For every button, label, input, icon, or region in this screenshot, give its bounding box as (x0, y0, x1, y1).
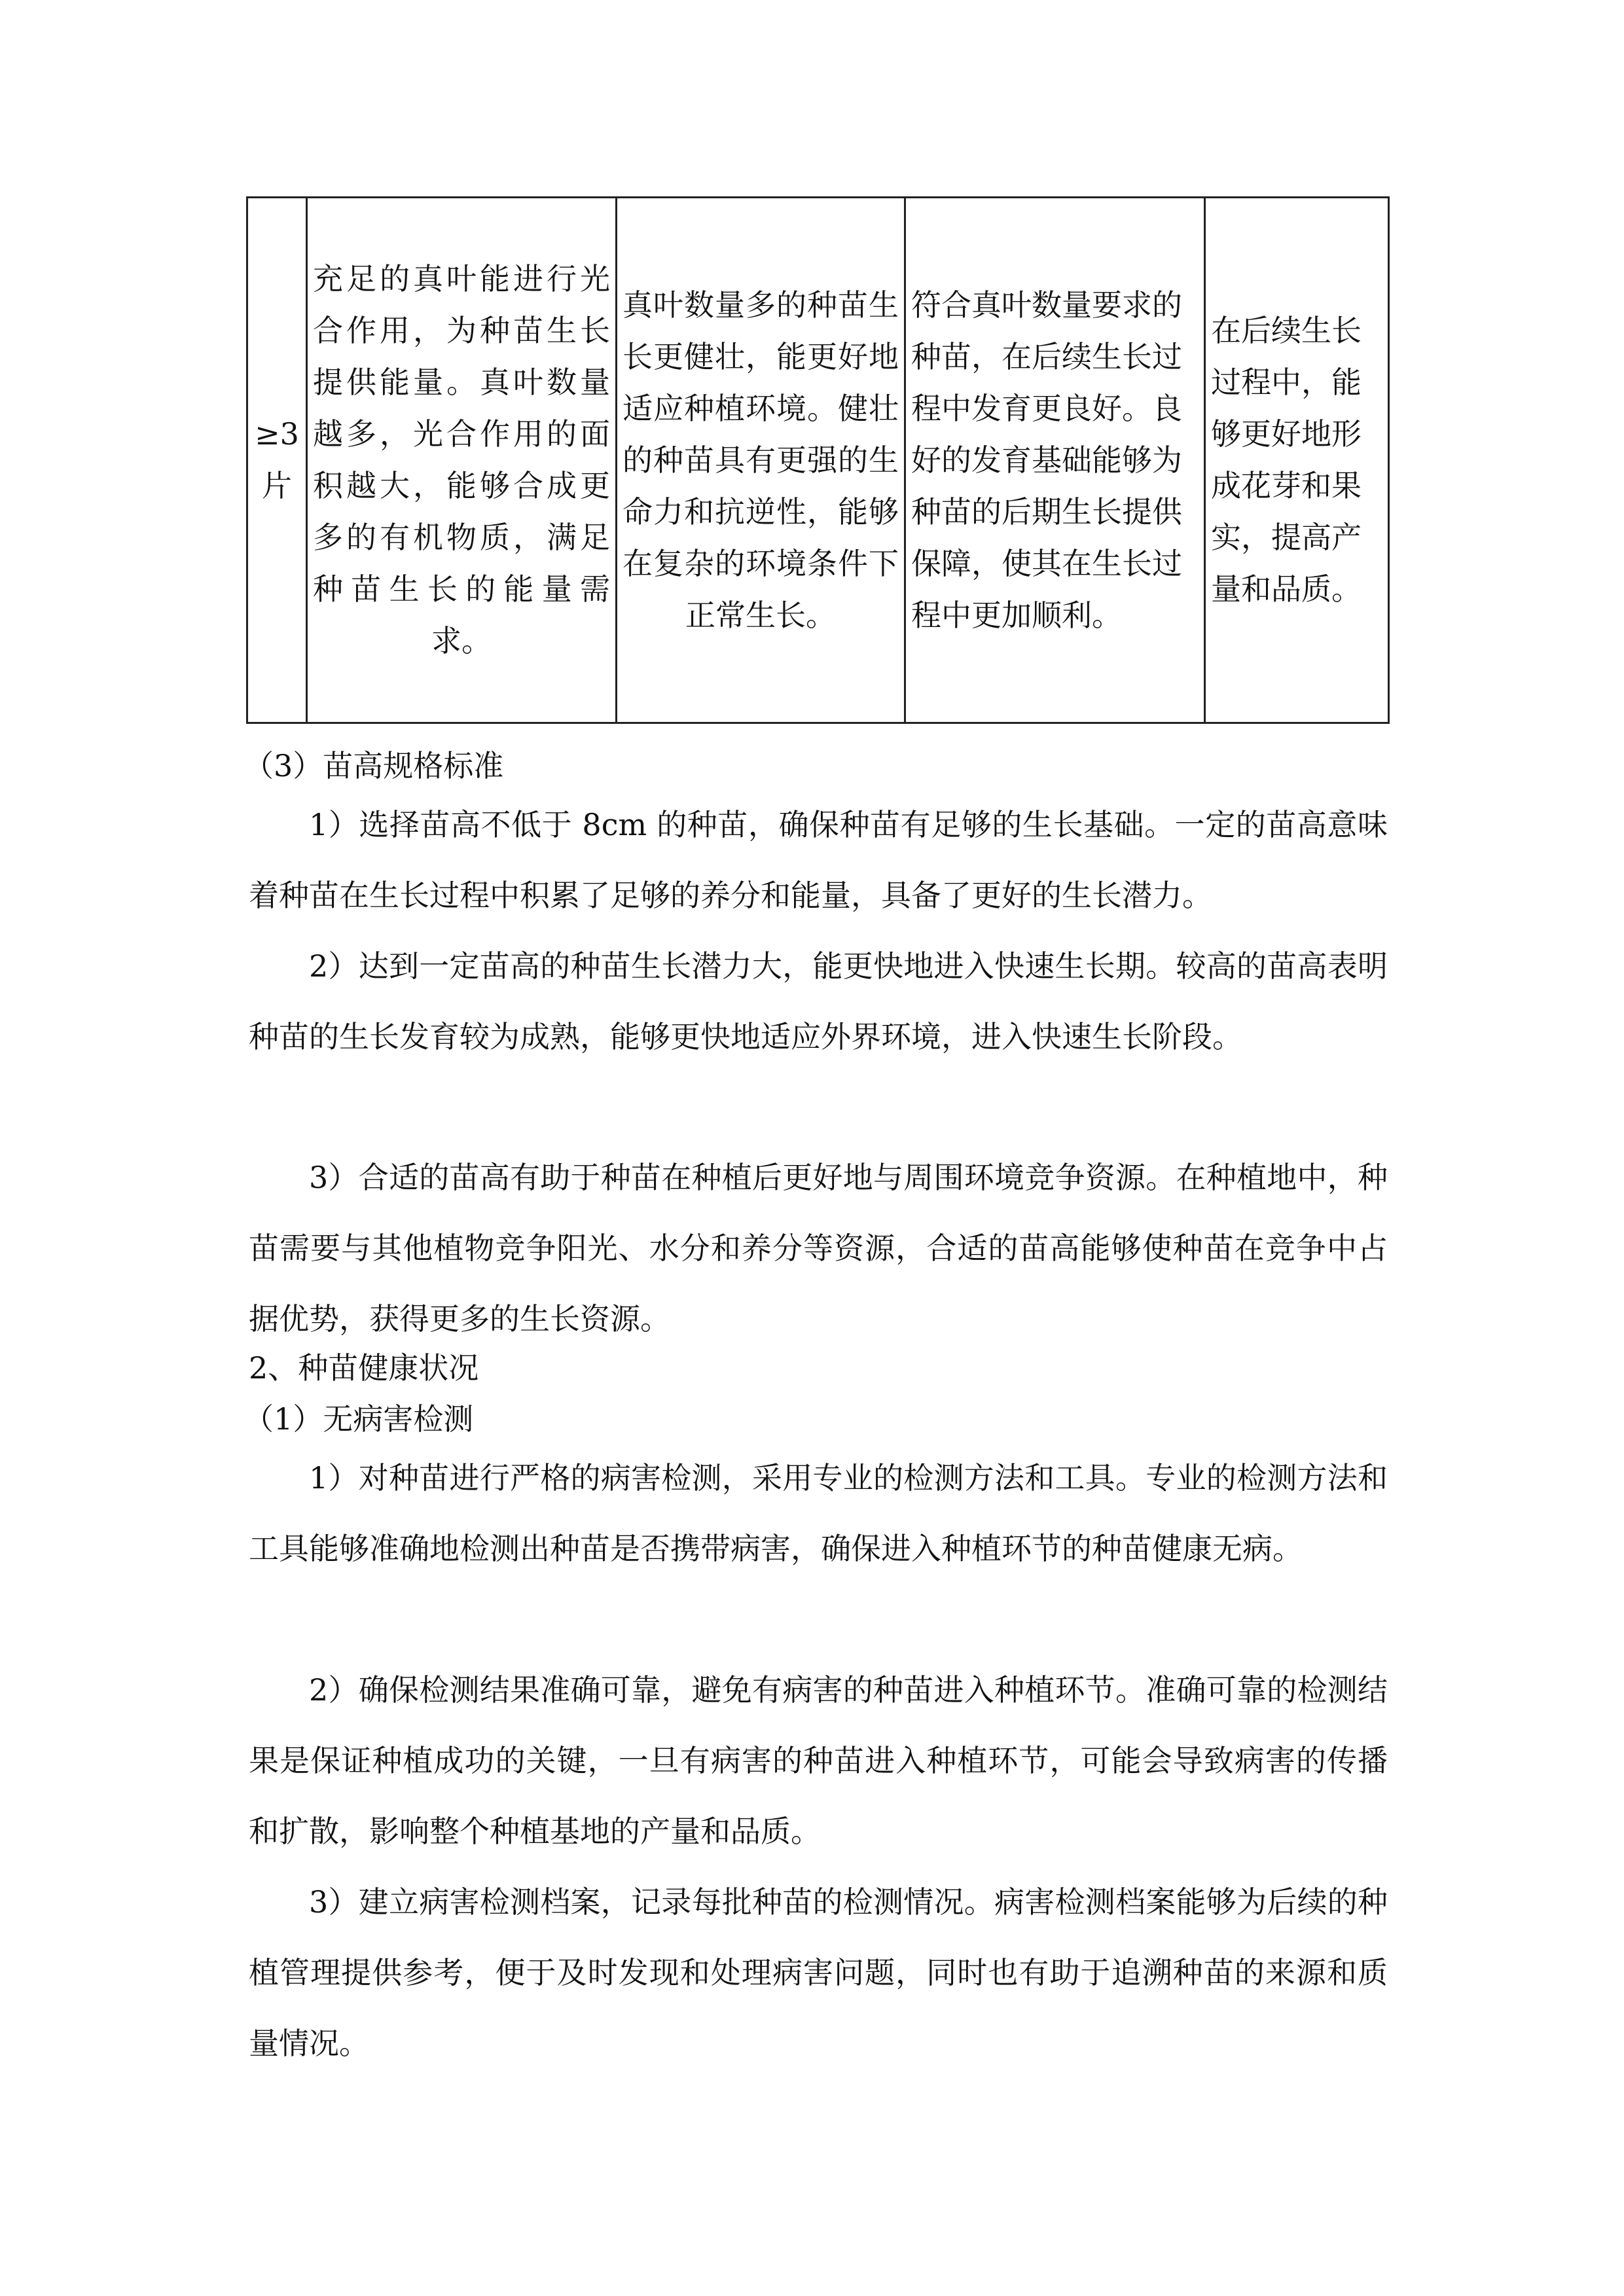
health-paragraph-2: 2）确保检测结果准确可靠，避免有病害的种苗进入种植环节。准确可靠的检测结果是保证种植成功的关键，一旦有病害的种苗进入种植环节，可能会导致病害的传播和扩散，影响整个种植基地的产量和品质。 (249, 1672, 1388, 1849)
section-heading-health: 2、种苗健康状况 (249, 1350, 479, 1386)
development-cell: 符合真叶数量要求的种苗，在后续生长过程中发育更良好。良好的发育基础能够为种苗的后期生长提供保障，使其在生长过程中更加顺利。 (905, 198, 1205, 723)
section-heading-seedling-height: （3）苗高规格标准 (244, 748, 504, 783)
subheading-disease-free: （1）无病害检测 (244, 1401, 474, 1437)
adaptability-cell: 真叶数量多的种苗生长更健壮，能更好地适应种植环境。健壮的种苗具有更强的生命力和抗逆性，能够在复杂的环境条件下正常生长。 (617, 198, 905, 723)
leaf-count-spec-cell: ≥3片 (247, 198, 307, 723)
height-paragraph-3: 3）合适的苗高有助于种苗在种植后更好地与周围环境竞争资源。在种植地中，种苗需要与其他植物竞争阳光、水分和养分等资源，合适的苗高能够使种苗在竞争中占据优势，获得更多的生长资源。 (249, 1160, 1388, 1336)
health-paragraph-1: 1）对种苗进行严格的病害检测，采用专业的检测方法和工具。专业的检测方法和工具能够准确地检测出种苗是否携带病害，确保进入种植环节的种苗健康无病。 (249, 1460, 1388, 1566)
photosynthesis-cell: 充足的真叶能进行光合作用，为种苗生长提供能量。真叶数量越多，光合作用的面积越大，能够合成更多的有机物质，满足种苗生长的能量需求。 (307, 198, 617, 723)
table-row (247, 198, 1389, 723)
health-paragraph-3: 3）建立病害检测档案，记录每批种苗的检测情况。病害检测档案能够为后续的种植管理提供参考，便于及时发现和处理病害问题，同时也有助于追溯种苗的来源和质量情况。 (249, 1884, 1388, 2061)
height-paragraph-2: 2）达到一定苗高的种苗生长潜力大，能更快地进入快速生长期。较高的苗高表明种苗的生长发育较为成熟，能够更快地适应外界环境，进入快速生长阶段。 (249, 948, 1388, 1054)
yield-cell: 在后续生长过程中，能够更好地形成花芽和果实，提高产量和品质。 (1205, 198, 1389, 723)
height-paragraph-1: 1）选择苗高不低于 8cm 的种苗，确保种苗有足够的生长基础。一定的苗高意味着种苗在生长过程中积累了足够的养分和能量，具备了更好的生长潜力。 (249, 807, 1388, 913)
true-leaf-table (246, 196, 1390, 724)
